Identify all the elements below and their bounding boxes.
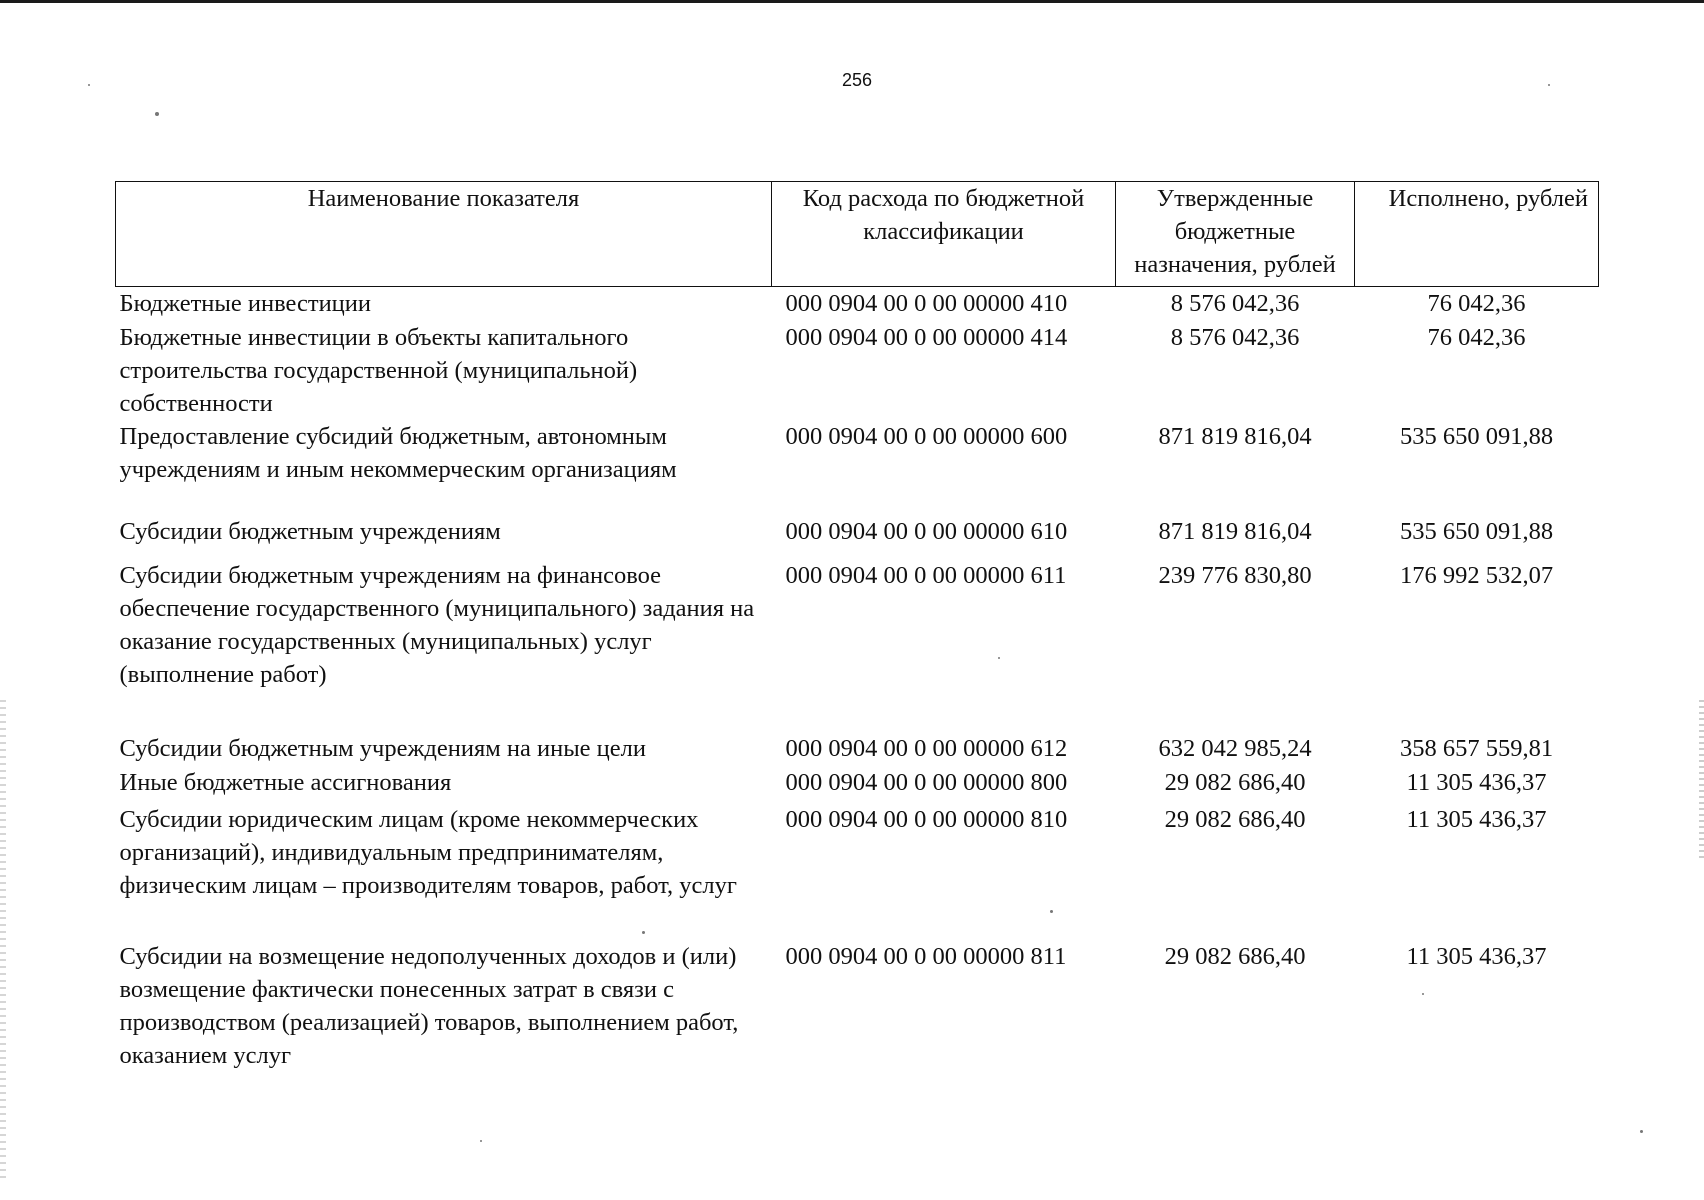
table-row (116, 559, 1599, 732)
cell-approved-amount: 871 819 816,04 (1158, 423, 1312, 450)
table-row (116, 321, 1599, 420)
cell-indicator-name: Субсидии бюджетным учреждениям на иные цели (119, 735, 646, 762)
header-expense-code: Код расхода по бюджетной классификации (772, 182, 1116, 287)
scan-speck (998, 657, 1000, 659)
page-number: 256 (841, 70, 873, 90)
cell-executed-amount: 11 305 436,37 (1406, 806, 1547, 833)
cell-expense-code: 000 0904 00 0 00 00000 800 (785, 769, 1068, 796)
budget-execution-table (115, 181, 1599, 1080)
table-row (116, 287, 1599, 322)
scan-speck (88, 84, 90, 86)
cell-expense-code: 000 0904 00 0 00 00000 811 (785, 943, 1067, 970)
cell-executed-amount: 535 650 091,88 (1399, 423, 1554, 450)
cell-executed-amount: 11 305 436,37 (1406, 943, 1547, 970)
cell-indicator-name: Субсидии на возмещение недополученных доходов и (или) возмещение фактически понесенных затрат в связи с производством (реализацией) товаров, выполнением работ, оказанием услуг (119, 943, 739, 1069)
cell-approved-amount: 29 082 686,40 (1164, 943, 1306, 970)
header-row (116, 182, 1599, 287)
table-row (116, 732, 1599, 766)
cell-executed-amount: 11 305 436,37 (1406, 769, 1547, 796)
table-row (116, 803, 1599, 940)
scan-speck (480, 1140, 482, 1142)
cell-expense-code: 000 0904 00 0 00 00000 810 (785, 806, 1068, 833)
cell-indicator-name: Бюджетные инвестиции в объекты капитального строительства государственной (муниципальной) собственности (119, 324, 638, 417)
cell-expense-code: 000 0904 00 0 00 00000 410 (785, 290, 1068, 317)
cell-executed-amount: 76 042,36 (1427, 290, 1526, 317)
cell-executed-amount: 76 042,36 (1427, 324, 1526, 351)
scan-speck (155, 112, 159, 116)
cell-approved-amount: 632 042 985,24 (1158, 735, 1312, 762)
cell-approved-amount: 871 819 816,04 (1158, 518, 1312, 545)
cell-executed-amount: 176 992 532,07 (1399, 562, 1554, 589)
cell-indicator-name: Субсидии бюджетным учреждениям на финансовое обеспечение государственного (муниципального) задания на оказание государственных (муниципальных) услуг (выполнение работ) (119, 562, 755, 688)
table-row (116, 515, 1599, 559)
scan-speck (1640, 1130, 1643, 1133)
scan-speck (1050, 910, 1053, 913)
cell-approved-amount: 8 576 042,36 (1170, 324, 1300, 351)
table-row (116, 940, 1599, 1080)
header-indicator-name: Наименование показателя (116, 182, 772, 287)
cell-approved-amount: 239 776 830,80 (1158, 562, 1312, 589)
cell-executed-amount: 358 657 559,81 (1399, 735, 1554, 762)
cell-expense-code: 000 0904 00 0 00 00000 414 (785, 324, 1068, 351)
cell-expense-code: 000 0904 00 0 00 00000 611 (785, 562, 1067, 589)
cell-approved-amount: 29 082 686,40 (1164, 769, 1306, 796)
cell-expense-code: 000 0904 00 0 00 00000 600 (785, 423, 1068, 450)
header-approved-amount: Утвержденные бюджетные назначения, рублей (1116, 182, 1355, 287)
table-body (116, 287, 1599, 1081)
cell-approved-amount: 8 576 042,36 (1170, 290, 1300, 317)
scan-speck (1548, 84, 1550, 86)
table-row (116, 420, 1599, 515)
cell-expense-code: 000 0904 00 0 00 00000 612 (785, 735, 1068, 762)
cell-indicator-name: Бюджетные инвестиции (119, 290, 372, 317)
cell-indicator-name: Субсидии бюджетным учреждениям (119, 518, 501, 545)
cell-approved-amount: 29 082 686,40 (1164, 806, 1306, 833)
header-executed-amount: Исполнено, рублей (1355, 182, 1599, 287)
table-header (116, 182, 1599, 287)
scan-edge-noise (0, 700, 6, 1180)
scan-edge-noise (1699, 700, 1704, 860)
cell-indicator-name: Субсидии юридическим лицам (кроме некоммерческих организаций), индивидуальным предпринимателям, физическим лицам – производителям товаров, работ, услуг (119, 806, 737, 899)
table-row (116, 766, 1599, 803)
top-border-line (0, 0, 1704, 3)
cell-expense-code: 000 0904 00 0 00 00000 610 (785, 518, 1068, 545)
cell-executed-amount: 535 650 091,88 (1399, 518, 1554, 545)
scan-speck (642, 931, 645, 934)
cell-indicator-name: Иные бюджетные ассигнования (119, 769, 452, 796)
scan-speck (1422, 993, 1424, 995)
cell-indicator-name: Предоставление субсидий бюджетным, автономным учреждениям и иным некоммерческим организациям (119, 423, 677, 483)
